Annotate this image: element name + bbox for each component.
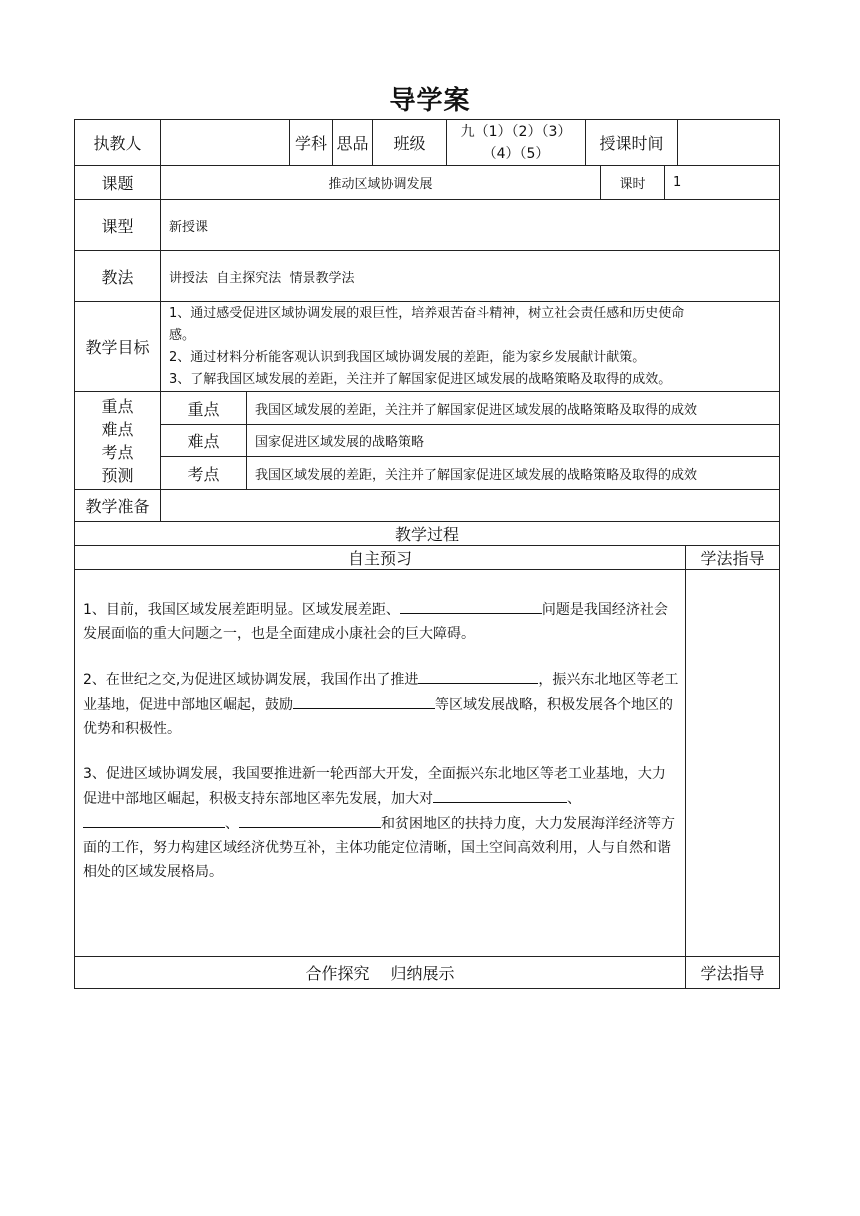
class-value xyxy=(447,120,586,166)
preparation-label: 教学准备 xyxy=(75,490,161,522)
self-study-content xyxy=(75,570,686,957)
difficulty-value: 国家促进区域发展的战略策略 xyxy=(247,425,780,457)
key-point-value: 我国区域发展的差距，关注并了解国家促进区域发展的战略策略及取得的成效 xyxy=(247,392,780,425)
class-label: 班级 xyxy=(373,120,447,166)
objectives-label: 教学目标 xyxy=(75,302,161,392)
fill-blank[interactable] xyxy=(293,692,435,709)
group-label-line: 难点 xyxy=(101,419,134,439)
objective-line: 3、了解我国区域发展的差距，关注并了解国家促进区域发展的战略策略及取得的成效。 xyxy=(169,372,672,387)
study-guide-title-2: 学法指导 xyxy=(686,957,780,989)
topic-value: 推动区域协调发展 xyxy=(161,166,601,200)
method-label: 教法 xyxy=(75,251,161,302)
lesson-type-label: 课型 xyxy=(75,200,161,251)
fill-blank[interactable] xyxy=(400,597,542,614)
q3-text: 、 xyxy=(567,791,581,807)
fill-blank[interactable] xyxy=(418,667,538,684)
lesson-type-value: 新授课 xyxy=(161,200,780,251)
study-guide-title: 学法指导 xyxy=(686,546,780,570)
group-label-line: 重点 xyxy=(101,396,134,416)
topic-label: 课题 xyxy=(75,166,161,200)
objective-line: 感。 xyxy=(169,328,196,343)
preparation-value xyxy=(161,490,780,522)
class-line-2: （4）（5） xyxy=(482,145,550,162)
process-title: 教学过程 xyxy=(75,522,780,546)
time-value xyxy=(678,120,780,166)
objective-line: 1、通过感受促进区域协调发展的艰巨性，培养艰苦奋斗精神，树立社会责任感和历史使命 xyxy=(169,306,685,321)
fill-blank[interactable] xyxy=(239,811,381,828)
q2-text: 2、在世纪之交,为促进区域协调发展，我国作出了推进 xyxy=(83,672,419,688)
lesson-info-table xyxy=(74,119,780,522)
teaching-process-table xyxy=(74,521,780,989)
time-label: 授课时间 xyxy=(586,120,678,166)
period-label: 课时 xyxy=(601,166,665,200)
q1-text: 问题是我国经济社会发展面临的重大问题之一，也是全面建成小康社会的巨大障碍。 xyxy=(83,602,668,642)
key-point-label: 重点 xyxy=(161,392,247,425)
q3-text: 3、促进区域协调发展，我国要推进新一轮西部大开发，全面振兴东北地区等老工业基地，大力促进中部地区崛起，积极支持东部地区率先发展，加大对 xyxy=(83,766,666,807)
q2-text: 等区域发展战略，积极发展各个地区的优势和积极性。 xyxy=(83,697,673,737)
page-title: 导学案 xyxy=(389,86,471,116)
self-study-title: 自主预习 xyxy=(75,546,686,570)
q3-text: 和贫困地区的扶持力度，大力发展海洋经济等方面的工作，努力构建区域经济优势互补，主体功能定位清晰，国土空间高效利用，人与自然和谐相处的区域发展格局。 xyxy=(83,816,675,880)
method-value: 讲授法 自主探究法 情景教学法 xyxy=(161,251,780,302)
difficulty-label: 难点 xyxy=(161,425,247,457)
cooperation-title: 合作探究 归纳展示 xyxy=(75,957,686,989)
objectives-list xyxy=(161,302,780,392)
subject-label: 学科 xyxy=(290,120,333,166)
question-3 xyxy=(83,762,679,884)
fill-blank[interactable] xyxy=(433,786,567,803)
period-value: 1 xyxy=(665,166,780,200)
q2-text: ，振兴东北地区等老工业基地，促进中部地区崛起，鼓励 xyxy=(83,672,679,713)
question-2 xyxy=(83,667,679,741)
exam-point-value: 我国区域发展的差距，关注并了解国家促进区域发展的战略策略及取得的成效 xyxy=(247,457,780,490)
subject-value: 思品 xyxy=(333,120,373,166)
objective-line: 2、通过材料分析能客观认识到我国区域协调发展的差距，能为家乡发展献计献策。 xyxy=(169,350,646,365)
teacher-label: 执教人 xyxy=(75,120,161,166)
fill-blank[interactable] xyxy=(83,811,225,828)
teacher-value xyxy=(161,120,290,166)
exam-point-label: 考点 xyxy=(161,457,247,490)
group-label-line: 预测 xyxy=(101,465,134,485)
group-label-line: 考点 xyxy=(101,442,134,462)
key-points-group-label xyxy=(75,392,161,490)
study-guide-cell xyxy=(686,570,780,957)
q3-text: 、 xyxy=(225,816,239,832)
class-line-1: 九（1）（2）（3） xyxy=(460,123,572,140)
question-1 xyxy=(83,597,679,646)
q1-text: 1、目前，我国区域发展差距明显。区域发展差距、 xyxy=(83,602,400,618)
